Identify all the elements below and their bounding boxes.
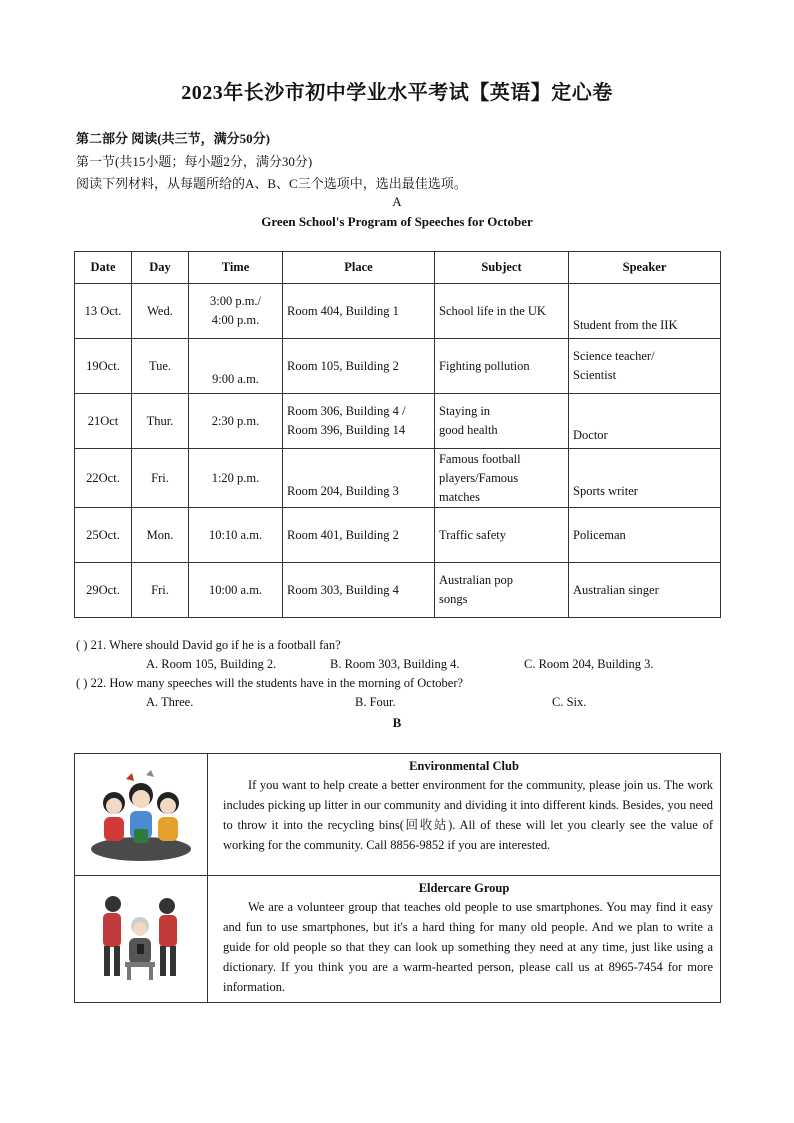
question-22-stem: ( ) 22. How many speeches will the students have in the morning of October? — [76, 676, 464, 690]
instruction: 阅读下列材料，从每题所给的A、B、C三个选项中，选出最佳选项。 — [76, 176, 467, 191]
day-cell: Thur. — [132, 394, 189, 449]
question-22-option-c[interactable]: C. Six. — [552, 695, 587, 709]
table-row — [75, 394, 721, 449]
table-row — [75, 449, 721, 508]
club-image-cell — [75, 876, 208, 1003]
day-cell: Fri. — [132, 563, 189, 618]
club-description: If you want to help create a better environment for the community, please join us. The work includes picking up litter in our community and dividing it into different kinds. Besides, you need to throw it into the recycling bins(回收站). All of these will let you clearly see the value of working for the community. Call 8856-9852 if you are interested. — [223, 778, 713, 852]
column-header: Subject — [435, 252, 569, 284]
question-21-option-c[interactable]: C. Room 204, Building 3. — [524, 657, 654, 671]
place-cell: Room 303, Building 4 — [283, 563, 435, 618]
time-cell: 9:00 a.m. — [189, 339, 283, 394]
table-row — [75, 563, 721, 618]
club-text-cell — [208, 754, 721, 876]
date-cell: 25Oct. — [75, 508, 132, 563]
column-header: Speaker — [569, 252, 721, 284]
date-cell: 29Oct. — [75, 563, 132, 618]
question-22-option-b[interactable]: B. Four. — [355, 695, 396, 709]
time-cell: 3:00 p.m./ 4:00 p.m. — [189, 284, 283, 339]
date-cell: 22Oct. — [75, 449, 132, 508]
column-header: Day — [132, 252, 189, 284]
speaker-cell: Sports writer — [569, 449, 721, 508]
club-name: Eldercare Group — [418, 881, 510, 895]
time-cell: 10:00 a.m. — [189, 563, 283, 618]
time-cell: 10:10 a.m. — [189, 508, 283, 563]
page-title: 2023年长沙市初中学业水平考试【英语】定心卷 — [181, 82, 613, 104]
question-22-option-a[interactable]: A. Three. — [146, 695, 194, 709]
children-recycling-icon — [86, 765, 196, 865]
column-header: Date — [75, 252, 132, 284]
subject-cell: Famous football players/Famous matches — [435, 449, 569, 508]
day-cell: Fri. — [132, 449, 189, 508]
table-header-row — [75, 252, 721, 284]
question-21-option-b[interactable]: B. Room 303, Building 4. — [330, 657, 460, 671]
subject-cell: Australian pop songs — [435, 563, 569, 618]
day-cell: Tue. — [132, 339, 189, 394]
question-21-option-a[interactable]: A. Room 105, Building 2. — [146, 657, 277, 671]
speech-program-table — [74, 251, 721, 618]
passage-b-letter: B — [392, 715, 402, 730]
speaker-cell: Australian singer — [569, 563, 721, 618]
date-cell: 19Oct. — [75, 339, 132, 394]
club-text-cell — [208, 876, 721, 1003]
club-image-cell — [75, 754, 208, 876]
column-header: Time — [189, 252, 283, 284]
place-cell: Room 306, Building 4 / Room 396, Building 14 — [283, 394, 435, 449]
club-description: We are a volunteer group that teaches old people to use smartphones. You may find it easy and fun to use smartphones, but it's a hard thing for many old people. And we plan to write a guide for old people so that they can look up something they need at any time, just like using a dictionary. If you think you are a warm-hearted person, please call us at 8965-7454 for more information. — [223, 900, 713, 994]
speaker-cell: Policeman — [569, 508, 721, 563]
question-21-stem: ( ) 21. Where should David go if he is a football fan? — [76, 638, 341, 652]
subject-cell: Traffic safety — [435, 508, 569, 563]
place-cell: Room 401, Building 2 — [283, 508, 435, 563]
passage-a-heading: Green School's Program of Speeches for October — [261, 214, 533, 229]
section-heading: 第一节(共15小题；每小题2分，满分30分) — [76, 154, 313, 169]
place-cell: Room 105, Building 2 — [283, 339, 435, 394]
club-row — [75, 876, 721, 1003]
table-row — [75, 284, 721, 339]
place-cell: Room 204, Building 3 — [283, 449, 435, 508]
date-cell: 21Oct — [75, 394, 132, 449]
subject-cell: Staying in good health — [435, 394, 569, 449]
subject-cell: School life in the UK — [435, 284, 569, 339]
place-cell: Room 404, Building 1 — [283, 284, 435, 339]
clubs-table — [74, 753, 721, 1003]
speaker-cell: Science teacher/ Scientist — [569, 339, 721, 394]
time-cell: 2:30 p.m. — [189, 394, 283, 449]
table-row — [75, 339, 721, 394]
volunteers-helping-elder-icon — [91, 886, 191, 986]
subject-cell: Fighting pollution — [435, 339, 569, 394]
club-name: Environmental Club — [409, 759, 519, 773]
table-row — [75, 508, 721, 563]
date-cell: 13 Oct. — [75, 284, 132, 339]
speaker-cell: Student from the IIK — [569, 284, 721, 339]
club-row — [75, 754, 721, 876]
part-heading: 第二部分 阅读(共三节，满分50分) — [76, 131, 270, 146]
day-cell: Wed. — [132, 284, 189, 339]
column-header: Place — [283, 252, 435, 284]
day-cell: Mon. — [132, 508, 189, 563]
time-cell: 1:20 p.m. — [189, 449, 283, 508]
speaker-cell: Doctor — [569, 394, 721, 449]
passage-a-letter: A — [392, 194, 402, 209]
